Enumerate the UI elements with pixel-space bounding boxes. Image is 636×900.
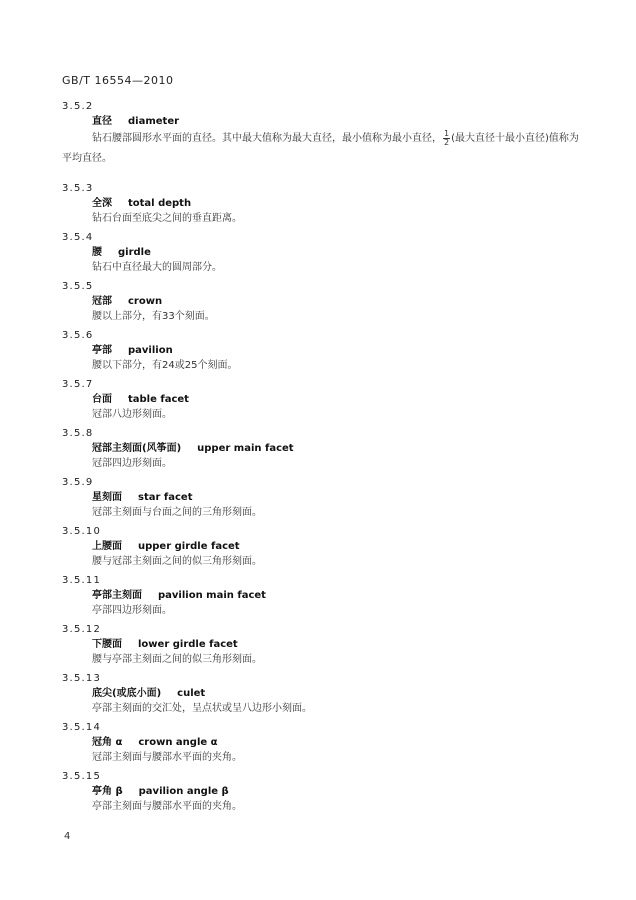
term-zh: 直径	[92, 116, 112, 127]
clause-number: 3.5.12	[62, 624, 102, 635]
section-3-5-8	[62, 427, 582, 472]
fraction-denominator: 2	[444, 137, 450, 147]
section-3-5-5	[62, 280, 582, 325]
fraction-numerator: 1	[444, 128, 450, 138]
term-heading	[92, 735, 582, 750]
section-3-5-2	[62, 100, 582, 169]
term-en: pavilion	[128, 345, 173, 356]
section-3-5-11	[62, 574, 582, 619]
term-definition	[62, 129, 582, 169]
term-definition: 冠部主刻面与台面之间的三角形刻面。	[92, 507, 262, 518]
term-zh: 台面	[92, 394, 112, 405]
term-zh: 冠部	[92, 296, 112, 307]
section-3-5-4	[62, 231, 582, 276]
term-heading	[92, 114, 582, 129]
fraction-one-half	[443, 130, 450, 147]
clause-number: 3.5.13	[62, 673, 102, 684]
term-heading	[92, 343, 582, 358]
term-en: star facet	[138, 492, 193, 503]
term-definition: 腰与亭部主刻面之间的似三角形刻面。	[92, 654, 262, 665]
term-definition: 腰以上部分，有33个刻面。	[92, 311, 215, 322]
term-definition: 亭部四边形刻面。	[92, 605, 172, 616]
clause-number: 3.5.7	[62, 379, 94, 390]
term-zh: 上腰面	[92, 541, 122, 552]
term-en: crown	[128, 296, 163, 307]
term-heading	[92, 588, 582, 603]
term-en: upper girdle facet	[138, 541, 240, 552]
section-3-5-6	[62, 329, 582, 374]
term-zh: 冠部主刻面(风筝面)	[92, 443, 182, 454]
clause-number: 3.5.10	[62, 526, 102, 537]
term-zh: 底尖(或底小面)	[92, 688, 162, 699]
term-en: girdle	[118, 247, 151, 258]
term-en: pavilion angle β	[138, 786, 229, 797]
term-heading	[92, 196, 582, 211]
term-definition: 腰与冠部主刻面之间的似三角形刻面。	[92, 556, 262, 567]
clause-number: 3.5.5	[62, 281, 94, 292]
term-zh: 全深	[92, 198, 112, 209]
term-heading	[92, 441, 582, 456]
clause-number: 3.5.14	[62, 722, 102, 733]
term-definition: 钻石中直径最大的圆周部分。	[92, 262, 222, 273]
term-zh: 亭角 β	[92, 786, 123, 797]
term-heading	[92, 245, 582, 260]
clause-number: 3.5.11	[62, 575, 102, 586]
term-heading	[92, 294, 582, 309]
definition-part1: 钻石腰部圆形水平面的直径。其中最大值称为最大直径，最小值称为最小直径，	[92, 133, 442, 144]
term-definition: 冠部八边形刻面。	[92, 409, 172, 420]
standard-header: GB/T 16554—2010	[62, 74, 174, 87]
term-en: pavilion main facet	[158, 590, 266, 601]
section-3-5-3	[62, 182, 582, 227]
term-heading	[92, 539, 582, 554]
term-definition: 钻石台面至底尖之间的垂直距离。	[92, 213, 242, 224]
page-number: 4	[64, 831, 71, 842]
term-zh: 冠角 α	[92, 737, 123, 748]
term-en: lower girdle facet	[138, 639, 238, 650]
clause-number: 3.5.3	[62, 183, 94, 194]
clause-number: 3.5.8	[62, 428, 94, 439]
term-en: crown angle α	[138, 737, 218, 748]
section-3-5-14	[62, 721, 582, 766]
section-3-5-13	[62, 672, 582, 717]
term-definition: 腰以下部分，有24或25个刻面。	[92, 360, 238, 371]
section-3-5-9	[62, 476, 582, 521]
clause-number: 3.5.4	[62, 232, 94, 243]
clause-number: 3.5.15	[62, 771, 102, 782]
section-3-5-12	[62, 623, 582, 668]
term-zh: 腰	[92, 247, 102, 258]
term-definition: 亭部主刻面的交汇处，呈点状或呈八边形小刻面。	[92, 703, 312, 714]
section-3-5-10	[62, 525, 582, 570]
term-zh: 亭部	[92, 345, 112, 356]
term-zh: 星刻面	[92, 492, 122, 503]
term-heading	[92, 686, 582, 701]
term-zh: 亭部主刻面	[92, 590, 142, 601]
term-definition: 亭部主刻面与腰部水平面的夹角。	[92, 801, 242, 812]
definition-part2: (最大直径十最小直径)值称为平均直径。	[62, 133, 579, 164]
term-en: culet	[177, 688, 206, 699]
clause-number: 3.5.6	[62, 330, 94, 341]
term-heading	[92, 637, 582, 652]
term-en: total depth	[128, 198, 192, 209]
section-3-5-7	[62, 378, 582, 423]
term-en: upper main facet	[197, 443, 294, 454]
term-definition: 冠部主刻面与腰部水平面的夹角。	[92, 752, 242, 763]
section-3-5-15	[62, 770, 582, 815]
term-heading	[92, 490, 582, 505]
term-heading	[92, 392, 582, 407]
term-en: table facet	[128, 394, 189, 405]
term-definition: 冠部四边形刻面。	[92, 458, 172, 469]
term-en: diameter	[128, 116, 180, 127]
term-heading	[92, 784, 582, 799]
clause-number: 3.5.2	[62, 101, 94, 112]
term-zh: 下腰面	[92, 639, 122, 650]
clause-number: 3.5.9	[62, 477, 94, 488]
